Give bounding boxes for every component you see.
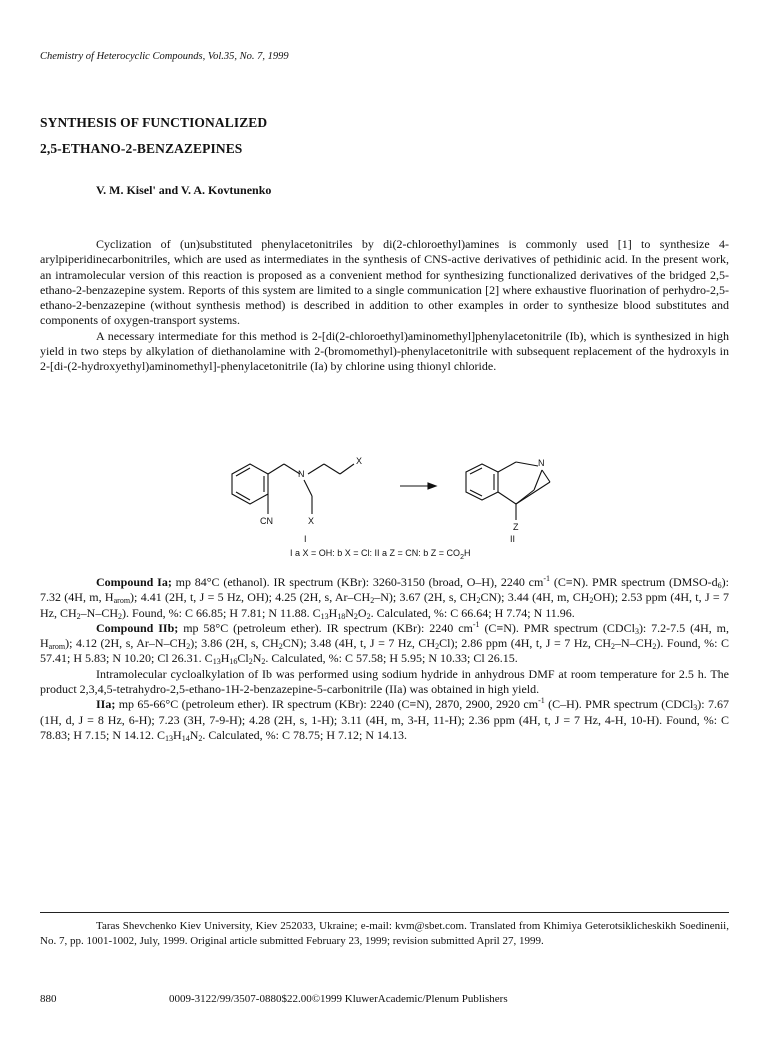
scheme-caption: I a X = OH: b X = Cl: II a Z = CN: b $Z = CO_2H$ — [290, 548, 471, 561]
compound-number-2: II — [510, 534, 516, 544]
footnote: Taras Shevchenko Kiev University, Kiev 252033, Ukraine; e-mail: kvm@sbet.com. Translated from Khimiya Geterotsiklicheskikh Soedinenii, No. 7, pp. 1001-1002, July, 1999. Original article submitted February 23, 1999; revision submitted April 27, 1999. — [40, 920, 729, 947]
article-title — [40, 110, 267, 162]
title-line-1: SYNTHESIS OF FUNCTIONALIZED — [40, 115, 268, 130]
copyright-line: 0009-3122/99/3507-0880$22.00©1999 KluwerAcademic/Plenum Publishers — [169, 993, 508, 1005]
compound-iia-paragraph: IIa; mp 65-66°C (petroleum ether). IR spectrum (KBr): 2240 (C≡N), 2870, 2900, 2920 $cm^{-1}$ (C–H). PMR spectrum (CDCl$_3$): 7.67 (1H, d, J = 8 Hz, 6-H); 7.23 (3H, 7-9-H); 4.28 (2H, s, 1-H); 3.11 (4H, m, 3-H, 11-H); 2.36 ppm (4H, t, J = 7 Hz, 4-H, 10-H). Found, %: C 78.83; H 7.15; N 14.12. $C_{13}H_{14}N_2$. Calculated, %: C 78.75; H 7.12; N 14.13. — [40, 696, 729, 743]
label-x-top: X — [356, 456, 363, 466]
footnote-divider — [40, 912, 729, 913]
label-cn: CN — [260, 516, 273, 526]
paragraph-intro: Cyclization of (un)substituted phenylacetonitriles by di(2-chloroethyl)amines is commonly used [1] to synthesize 4-arylpiperidinecarbonitriles, which are used as intermediates in the synthesis of CNS-active derivatives of pethidinic acid. In the present work, an intramolecular version of this reaction is proposed as a convenient method for synthesizing functionalized derivatives of the bridged 2,5-ethano-2-benzazepine system. Reports of this system are limited to a single communication [2] where exhaustive fluorination of perhydro-2,5-ethano-2-benzazepine (without synthesis method) is described in addition to other examples in order to synthesize blood substitutes and components of oxygen-transport systems. — [40, 237, 729, 328]
article-page — [40, 0, 729, 1056]
compound-ia-paragraph: Compound Ia; mp 84°C (ethanol). IR spectrum (KBr): 3260-3150 (broad, O–H), 2240 $cm^{-1}$ (C≡N). PMR spectrum $(DMSO-d_6)$: 7.32 (4H, m, $H_{arom}$); 4.41 (2H, t, J = 5 Hz, OH); 4.25 (2H, s, $Ar-CH_2-N$); 3.67 (2H, s, $CH_2CN$); 3.44 (4H, m, $CH_2OH$); 2.53 ppm (4H, t, J = 7 Hz, $CH_2-N-CH_2$). Found, %: C 66.85; H 7.81; N 11.88. $C_{13}H_{18}N_2O_2$. Calculated, %: C 66.64; H 7.74; N 11.96. — [40, 574, 730, 621]
label-n-compound-1: N — [298, 469, 305, 479]
label-z: Z — [513, 522, 519, 532]
article-body — [40, 237, 729, 375]
cycloalkylation-paragraph: Intramolecular cycloalkylation of Ib was performed using sodium hydride in anhydrous DMF at room temperature for 2.5 h. The product 2,3,4,5-tetrahydro-2,5-ethano-1H-2-benzazepine-5-carbonitrile (IIa) was obtained in high yield. — [40, 666, 729, 697]
paragraph-intermediate: A necessary intermediate for this method is 2-[di(2-chloroethyl)aminomethyl]phenylacetonitrile (Ib), which is synthesized in high yield in two steps by alkylation of diethanolamine with 2-(bromomethyl)-phenylacetonitrile with subsequent replacement of the hydroxyls in 2-[di-(2-hydroxyethyl)aminomethyl]-phenylacetonitrile (Ia) by chlorine using thionyl chloride. — [40, 328, 729, 374]
page-number: 880 — [40, 993, 57, 1005]
label-x-bottom: X — [308, 516, 315, 526]
title-line-2: 2,5-ETHANO-2-BENZAZEPINES — [40, 141, 243, 156]
compound-iib-paragraph: Compound IIb; mp 58°C (petroleum ether). IR spectrum (KBr): 2240 $cm^{-1}$ (C≡N). PMR spectrum (CDCl$_3$): 7.2-7.5 (4H, m, $H_{arom}$); 4.12 (2H, s, $Ar-N-CH_2$); 3.86 (2H, s, $CH_2CN$); 3.48 (4H, t, J = 7 Hz, $CH_2Cl$); 2.86 ppm (4H, t, J = 7 Hz, $CH_2-N-CH_2$). Found, %: C 57.41; H 5.83; N 10.20; Cl 26.31. $C_{13}H_{16}Cl_2N_2$. Calculated, %: C 57.58; H 5.95; N 10.33; Cl 26.15. — [40, 619, 729, 667]
compound-number-1: I — [304, 534, 307, 544]
authors: V. M. Kisel' and V. A. Kovtunenko — [96, 183, 272, 197]
benzene-ring-1 — [232, 464, 268, 504]
benzene-ring-2 — [466, 464, 498, 500]
compound-data — [40, 575, 729, 743]
label-n-compound-2: N — [538, 458, 545, 468]
journal-header: Chemistry of Heterocyclic Compounds, Vol.35, No. 7, 1999 — [40, 51, 289, 62]
reaction-scheme — [220, 452, 600, 572]
